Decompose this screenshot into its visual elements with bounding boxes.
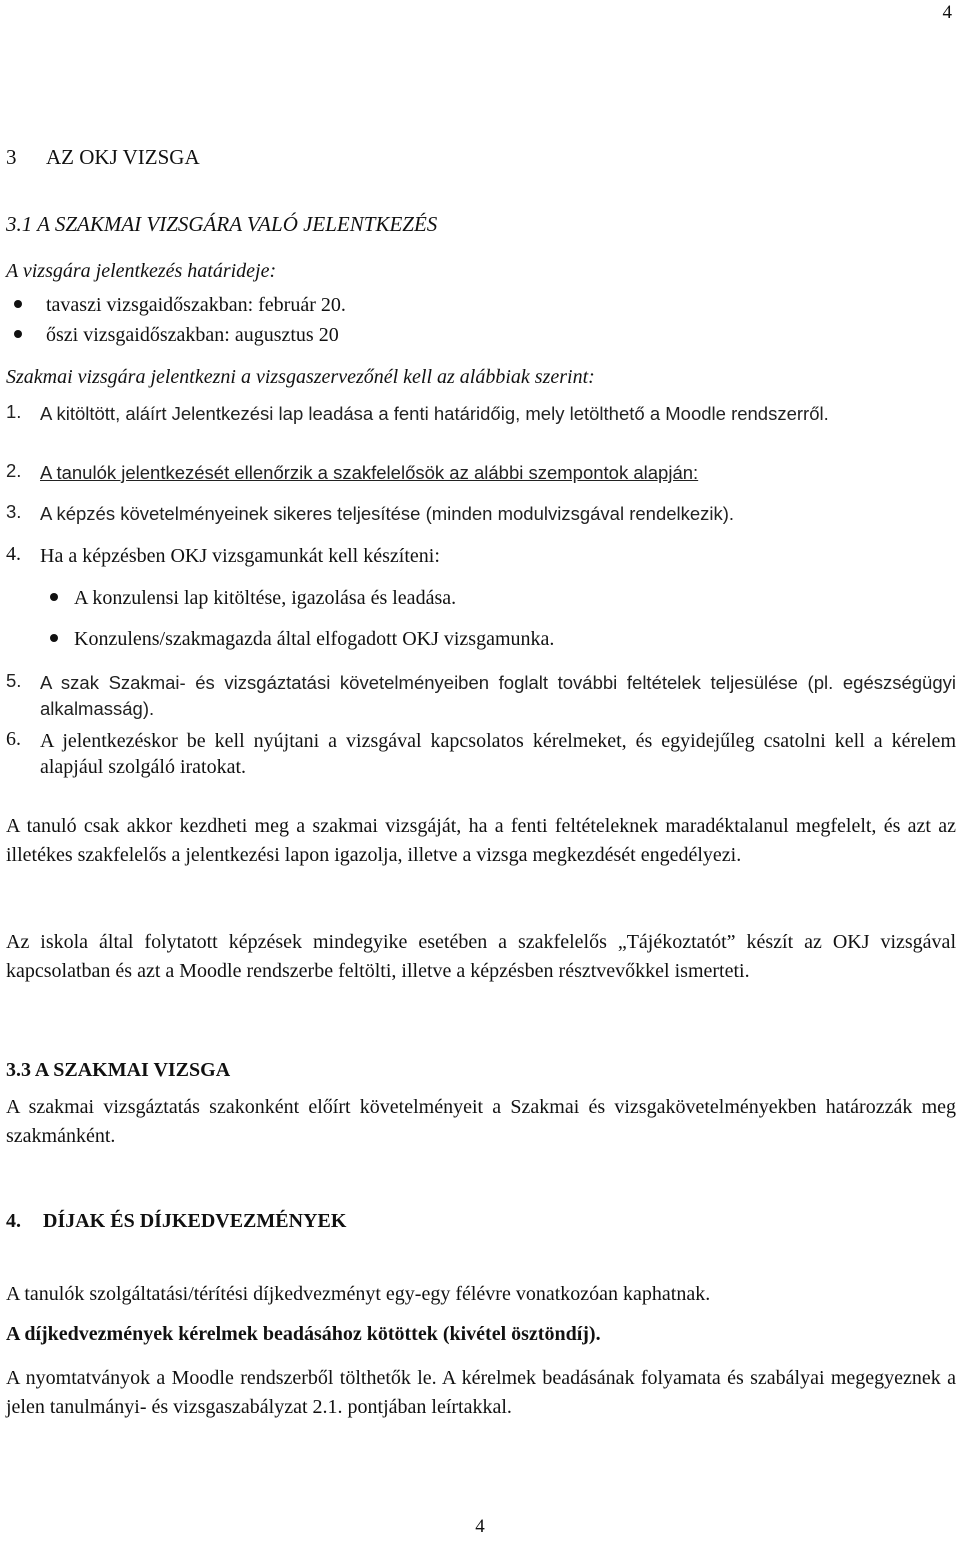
section-3-3-title: 3.3 A SZAKMAI VIZSGA [6,1059,231,1081]
section-4-number: 4. [6,1210,21,1232]
sub-bullet-text: A konzulensi lap kitöltése, igazolása és leadása. [74,587,457,609]
list-item [6,670,956,726]
paragraph: A szakmai vizsgáztatás szakonként előírt követelményeit a Szakmai és vizsgakövetelményekben határozzák meg szakmánként. [6,1096,956,1147]
section-4-heading [6,1210,346,1233]
item-text: A képzés követelményeinek sikeres teljesítése (minden modulvizsgával rendelkezik). [40,503,735,524]
section-3-title: AZ OKJ VIZSGA [46,145,200,169]
list-item [6,501,956,523]
paragraph: A tanulók szolgáltatási/térítési díjkedvezményt egy-egy félévre vonatkozóan kaphatnak. [6,1283,711,1305]
item-number: 2. [6,460,22,481]
list-item [6,728,956,784]
deadline-text: őszi vizsgaidőszakban: augusztus 20 [46,324,339,346]
item-text: A szak Szakmai- és vizsgáztatási követelményeiben foglalt további feltételek teljesülése (pl. egészségügyi alkalmasság). [40,672,956,719]
bullet-icon [14,300,22,308]
sub-bullet-item [50,628,554,651]
deadline-item [14,324,339,347]
paragraph: A tanuló csak akkor kezdheti meg a szakmai vizsgáját, ha a fenti feltételeknek maradéktalanul megfelelt, és azt az illetékes szakfelelős a jelentkezési lapon igazolja, illetve a vizsga megkezdését engedélyezi. [6,815,956,866]
bullet-icon [50,593,58,601]
item-text: A tanulók jelentkezését ellenőrzik a szakfelelősök az alábbi szempontok alapján: [40,462,699,483]
section-3-number: 3 [6,145,17,169]
item-number: 6. [6,728,21,750]
item-text: A kitöltött, aláírt Jelentkezési lap leadása a fenti határidőig, mely letölthető a Moodle rendszerről. [40,403,829,424]
page-number-bottom: 4 [475,1516,485,1537]
list-item [6,401,956,457]
sub-bullet-item [50,587,456,610]
bullet-icon [50,634,58,642]
paragraph-bold: A díjkedvezmények kérelmek beadásához kötöttek (kivétel ösztöndíj). [6,1323,601,1345]
item-text: A jelentkezéskor be kell nyújtani a vizsgával kapcsolatos kérelmeket, és egyidejűleg csatolni kell a kérelem alapjául szolgáló iratokat. [40,730,956,778]
item-number: 5. [6,670,22,691]
section-4-title: DÍJAK ÉS DÍJKEDVEZMÉNYEK [43,1210,347,1232]
section-3-heading [6,145,200,170]
item-number: 1. [6,401,22,422]
deadline-heading: A vizsgára jelentkezés határideje: [6,260,277,282]
item-number: 4. [6,543,21,565]
item-number: 3. [6,501,22,522]
list-item [6,543,956,566]
deadline-text: tavaszi vizsgaidőszakban: február 20. [46,294,346,316]
sub-bullet-text: Konzulens/szakmagazda által elfogadott OKJ vizsgamunka. [74,628,555,650]
bullet-icon [14,330,22,338]
item-text: Ha a képzésben OKJ vizsgamunkát kell készíteni: [40,545,440,567]
list-item [6,460,956,482]
section-3-1-title: 3.1 A SZAKMAI VIZSGÁRA VALÓ JELENTKEZÉS [6,212,438,236]
apply-heading: Szakmai vizsgára jelentkezni a vizsgaszervezőnél kell az alábbiak szerint: [6,366,595,388]
deadline-item [14,294,346,317]
paragraph: Az iskola által folytatott képzések mindegyike esetében a szakfelelős „Tájékoztatót” készít az OKJ vizsgával kapcsolatban és azt a Moodle rendszerbe feltölti, illetve a képzésben résztvevőkkel ismerteti. [6,931,956,982]
paragraph: A nyomtatványok a Moodle rendszerből tölthetők le. A kérelmek beadásának folyamata és szabályai megegyeznek a jelen tanulmányi- és vizsgaszabályzat 2.1. pontjában leírtakkal. [6,1367,956,1418]
page-number-top: 4 [942,2,952,23]
